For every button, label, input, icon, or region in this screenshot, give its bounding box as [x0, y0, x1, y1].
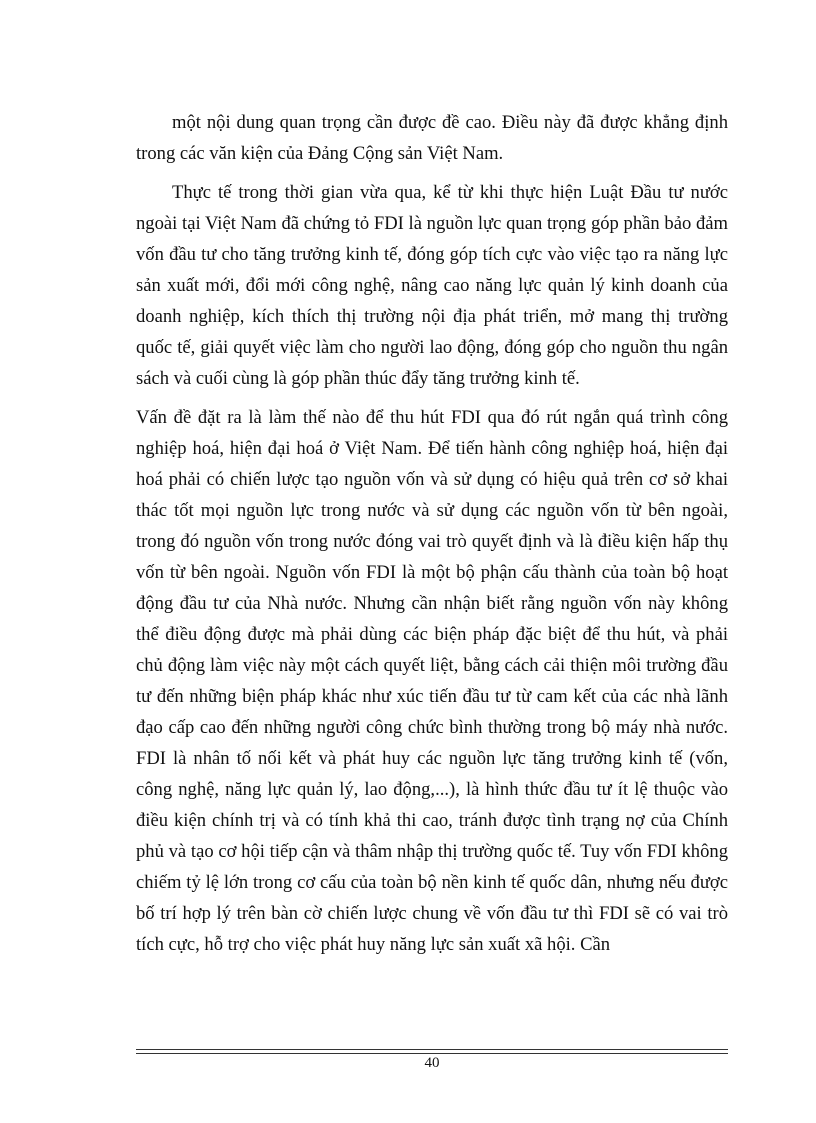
page-number: 40	[424, 1055, 440, 1071]
paragraph-2: Thực tế trong thời gian vừa qua, kể từ khi thực hiện Luật Đầu tư nước ngoài tại Việt Nam đã chứng tỏ FDI là nguồn lực quan trọng góp phần bảo đảm vốn đầu tư cho tăng trưởng kinh tế, đóng góp tích cực vào việc tạo ra năng lực sản xuất mới, đổi mới công nghệ, nâng cao năng lực quản lý kinh doanh của doanh nghiệp, kích thích thị trường nội địa phát triển, mở mang thị trường quốc tế, giải quyết việc làm cho người lao động, đóng góp cho nguồn thu ngân sách và cuối cùng là góp phần thúc đẩy tăng trưởng kinh tế.	[136, 182, 728, 389]
paragraph-3: Vấn đề đặt ra là làm thế nào để thu hút FDI qua đó rút ngắn quá trình công nghiệp hoá, hiện đại hoá ở Việt Nam. Để tiến hành công nghiệp hoá, hiện đại hoá phải có chiến lược tạo nguồn vốn và sử dụng có hiệu quả trên cơ sở khai thác tốt mọi nguồn lực trong nước và sử dụng các nguồn vốn từ bên ngoài, trong đó nguồn vốn trong nước đóng vai trò quyết định và là điều kiện hấp thụ vốn từ bên ngoài. Nguồn vốn FDI là một bộ phận cấu thành của toàn bộ hoạt động đầu tư của Nhà nước. Nhưng cần nhận biết rằng nguồn vốn này không thể điều động được mà phải dùng các biện pháp đặc biệt để thu hút, và phải chủ động làm việc này một cách quyết liệt, bằng cách cải thiện môi trường đầu tư đến những biện pháp khác như xúc tiến đầu tư từ cam kết của các nhà lãnh đạo cấp cao đến những người công chức bình thường trong bộ máy nhà nước. FDI là nhân tố nối kết và phát huy các nguồn lực tăng trưởng kinh tế (vốn, công nghệ, năng lực quản lý, lao động,...), là hình thức đầu tư ít lệ thuộc vào điều kiện chính trị và có tính khả thi cao, tránh được tình trạng nợ của Chính phủ và tạo cơ hội tiếp cận và thâm nhập thị trường quốc tế. Tuy vốn FDI không chiếm tỷ lệ lớn trong cơ cấu của toàn bộ nền kinh tế quốc dân, nhưng nếu được bố trí hợp lý trên bàn cờ chiến lược chung về vốn đầu tư thì FDI sẽ có vai trò tích cực, hỗ trợ cho việc phát huy năng lực sản xuất xã hội. Cần	[136, 407, 728, 955]
document-body	[136, 107, 728, 960]
paragraph-1: một nội dung quan trọng cần được đề cao. Điều này đã được khẳng định trong các văn kiện của Đảng Cộng sản Việt Nam.	[136, 112, 728, 164]
